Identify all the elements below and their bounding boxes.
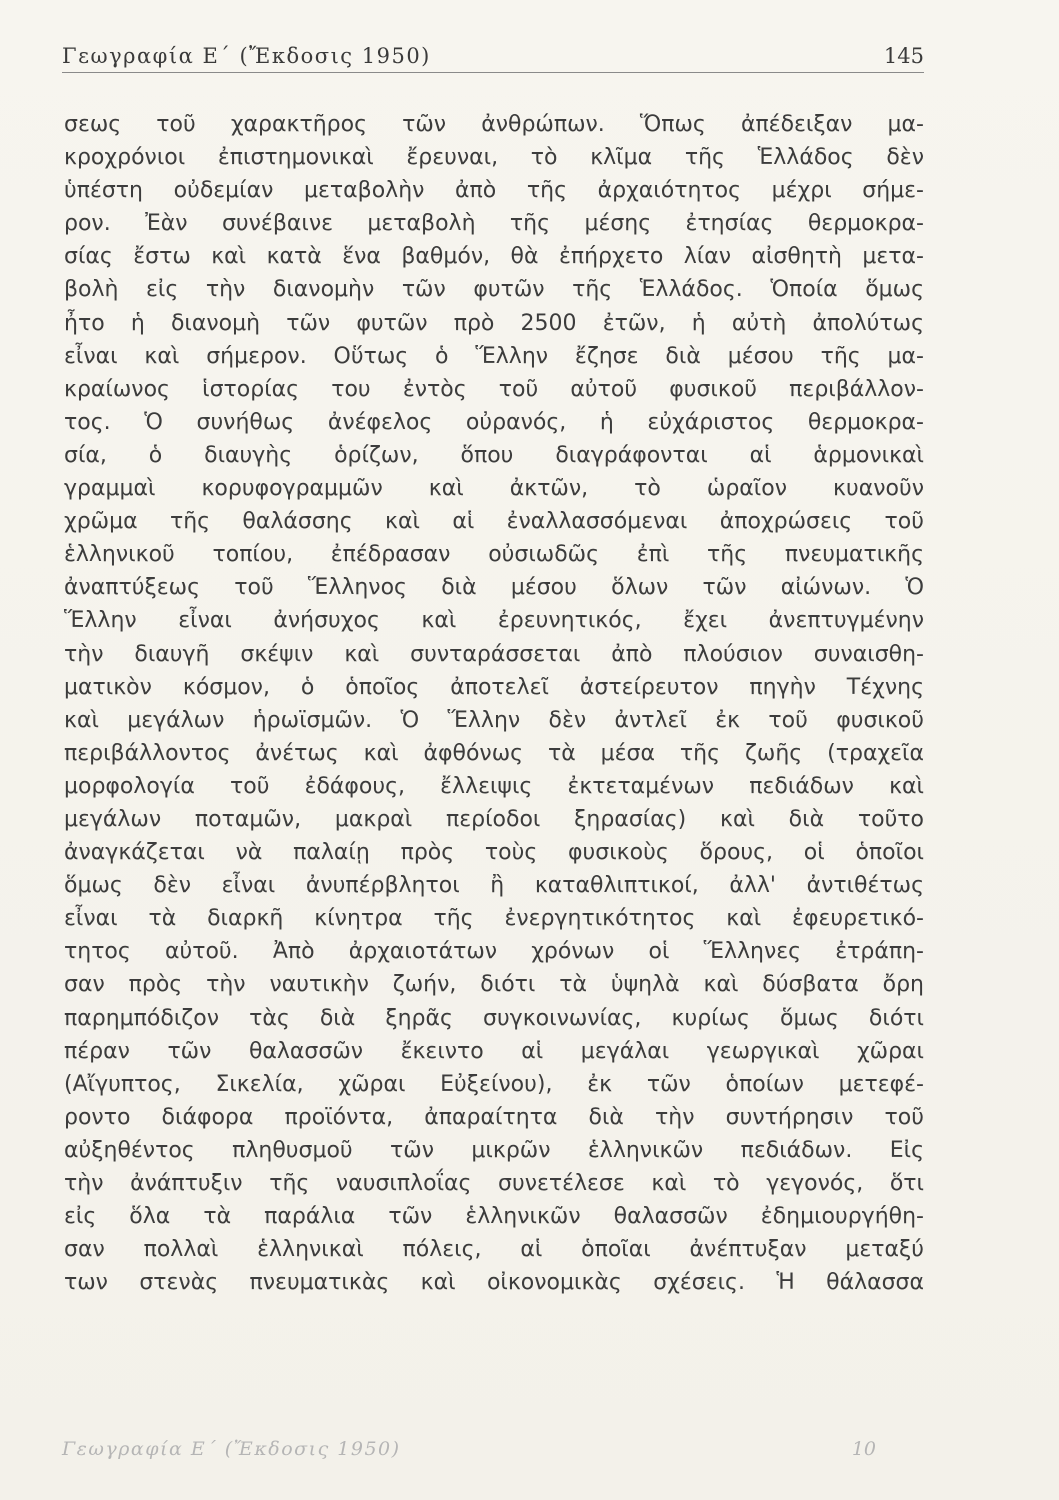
text-line: τὴν διαυγῆ σκέψιν καὶ συνταράσσεται ἀπὸ πλούσιον συναισθη- [64, 641, 924, 667]
print-signature-footer [62, 1438, 924, 1468]
text-line: σαν πρὸς τὴν ναυτικὴν ζωήν, διότι τὰ ὑψηλὰ καὶ δύσβατα ὄρη [64, 972, 924, 998]
text-line: καὶ μεγάλων ἡρωϊσμῶν. Ὁ Ἕλλην δὲν ἀντλεῖ ἐκ τοῦ φυσικοῦ [64, 707, 924, 733]
text-line: τος. Ὁ συνήθως ἀνέφελος οὐρανός, ἡ εὐχάριστος θερμοκρα- [64, 409, 924, 435]
text-line: αὐξηθέντος πληθυσμοῦ τῶν μικρῶν ἑλληνικῶν πεδιάδων. Εἰς [64, 1137, 924, 1163]
text-line: σαν πολλαὶ ἑλληνικαὶ πόλεις, αἱ ὁποῖαι ἀνέπτυξαν μεταξύ [64, 1237, 924, 1263]
text-line: εἶναι καὶ σήμερον. Οὕτως ὁ Ἕλλην ἔζησε διὰ μέσου τῆς μα- [64, 343, 924, 369]
footer-signature-title: Γεωγραφία Ε΄ (Ἔκδοσις 1950) [62, 1438, 401, 1460]
text-line: τητος αὐτοῦ. Ἀπὸ ἀρχαιοτάτων χρόνων οἱ Ἕλληνες ἐτράπη- [64, 939, 924, 965]
running-header-title: Γεωγραφία Ε΄ (Ἔκδοσις 1950) [62, 44, 431, 68]
text-line: σία, ὁ διαυγὴς ὁρίζων, ὅπου διαγράφονται αἱ ἁρμονικαὶ [64, 442, 924, 468]
text-line: των στενὰς πνευματικὰς καὶ οἰκονομικὰς σχέσεις. Ἡ θάλασσα [64, 1270, 924, 1296]
text-line: γραμμαὶ κορυφογραμμῶν καὶ ἀκτῶν, τὸ ὡραῖον κυανοῦν [64, 476, 924, 502]
text-line: (Αἴγυπτος, Σικελία, χῶραι Εὐξείνου), ἐκ τῶν ὁποίων μετεφέ- [64, 1071, 924, 1097]
text-line: εἰς ὅλα τὰ παράλια τῶν ἑλληνικῶν θαλασσῶν ἐδημιουργήθη- [64, 1204, 924, 1230]
text-line: ἦτο ἡ διανομὴ τῶν φυτῶν πρὸ 2500 ἐτῶν, ἡ αὐτὴ ἀπολύτως [64, 310, 924, 336]
text-line: περιβάλλοντος ἀνέτως καὶ ἀφθόνως τὰ μέσα τῆς ζωῆς (τραχεῖα [64, 740, 924, 766]
text-line: ματικὸν κόσμον, ὁ ὁποῖος ἀποτελεῖ ἀστείρευτον πηγὴν Τέχνης [64, 674, 924, 700]
page-number: 145 [883, 44, 924, 68]
running-header [62, 38, 924, 74]
footer-signature-number: 10 [851, 1438, 876, 1460]
text-line: εἶναι τὰ διαρκῆ κίνητρα τῆς ἐνεργητικότητος καὶ ἐφευρετικό- [64, 906, 924, 932]
text-line: μεγάλων ποταμῶν, μακραὶ περίοδοι ξηρασίας) καὶ διὰ τοῦτο [64, 806, 924, 832]
text-line: ἀναπτύξεως τοῦ Ἕλληνος διὰ μέσου ὅλων τῶν αἰώνων. Ὁ [64, 575, 924, 601]
text-line: βολὴ εἰς τὴν διανομὴν τῶν φυτῶν τῆς Ἑλλάδος. Ὁποία ὅμως [64, 277, 924, 303]
text-line: τὴν ἀνάπτυξιν τῆς ναυσιπλοΐας συνετέλεσε καὶ τὸ γεγονός, ὅτι [64, 1171, 924, 1196]
text-line: μορφολογία τοῦ ἐδάφους, ἔλλειψις ἐκτεταμένων πεδιάδων καὶ [64, 773, 924, 799]
text-line: παρημπόδιζον τὰς διὰ ξηρᾶς συγκοινωνίας, κυρίως ὅμως διότι [64, 1005, 924, 1031]
body-text [64, 108, 924, 1299]
text-line: ἀναγκάζεται νὰ παλαίῃ πρὸς τοὺς φυσικοὺς ὅρους, οἱ ὁποῖοι [64, 840, 924, 866]
text-line: σίας ἔστω καὶ κατὰ ἕνα βαθμόν, θὰ ἐπήρχετο λίαν αἰσθητὴ μετα- [64, 244, 924, 270]
header-rule [62, 72, 924, 73]
text-line: χρῶμα τῆς θαλάσσης καὶ αἱ ἐναλλασσόμεναι ἀποχρώσεις τοῦ [64, 509, 924, 535]
text-line: πέραν τῶν θαλασσῶν ἔκειντο αἱ μεγάλαι γεωργικαὶ χῶραι [64, 1038, 924, 1064]
text-line: ἑλληνικοῦ τοπίου, ἐπέδρασαν οὐσιωδῶς ἐπὶ τῆς πνευματικῆς [64, 542, 924, 568]
text-line: Ἕλλην εἶναι ἀνήσυχος καὶ ἐρευνητικός, ἔχει ἀνεπτυγμένην [64, 608, 924, 634]
text-line: ρον. Ἐὰν συνέβαινε μεταβολὴ τῆς μέσης ἐτησίας θερμοκρα- [64, 211, 924, 237]
text-line: κροχρόνιοι ἐπιστημονικαὶ ἔρευναι, τὸ κλῖμα τῆς Ἑλλάδος δὲν [64, 145, 924, 171]
text-line: ροντο διάφορα προϊόντα, ἀπαραίτητα διὰ τὴν συντήρησιν τοῦ [64, 1104, 924, 1130]
text-line: ὑπέστη οὐδεμίαν μεταβολὴν ἀπὸ τῆς ἀρχαιότητος μέχρι σήμε- [64, 178, 924, 204]
text-line: σεως τοῦ χαρακτῆρος τῶν ἀνθρώπων. Ὅπως ἀπέδειξαν μα- [64, 112, 924, 137]
text-line: ὅμως δὲν εἶναι ἀνυπέρβλητοι ἢ καταθλιπτικοί, ἀλλ' ἀντιθέτως [64, 873, 924, 899]
text-line: κραίωνος ἱστορίας του ἐντὸς τοῦ αὐτοῦ φυσικοῦ περιβάλλον- [64, 376, 924, 402]
